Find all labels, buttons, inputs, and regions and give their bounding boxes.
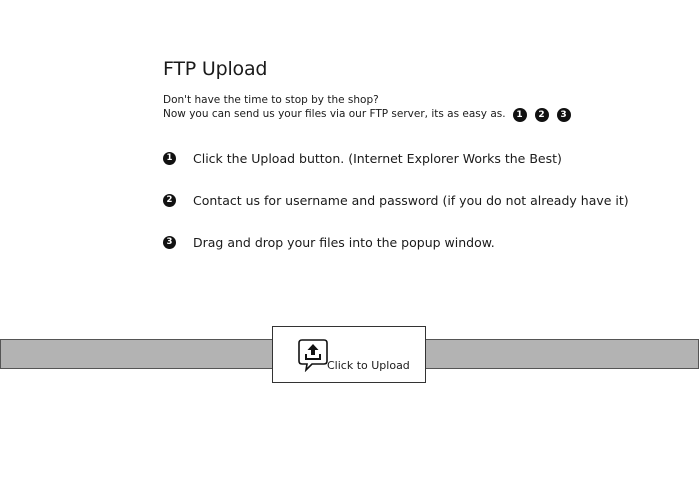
intro-step-badges xyxy=(513,108,571,122)
step-item-2 xyxy=(163,191,629,209)
step-number-1: 1 xyxy=(163,152,176,165)
step-badge-3: 3 xyxy=(557,108,571,122)
step-text-2: Contact us for username and password (if you do not already have it) xyxy=(193,192,629,208)
step-item-3 xyxy=(163,233,629,251)
intro-line-2: Now you can send us your files via our FTP server, its as easy as. xyxy=(163,108,506,120)
steps-list xyxy=(163,149,629,275)
step-badge-2: 2 xyxy=(535,108,549,122)
step-text-3: Drag and drop your files into the popup window. xyxy=(193,234,495,250)
step-number-3: 3 xyxy=(163,236,176,249)
upload-button-label: Click to Upload xyxy=(327,359,410,372)
intro-line-1: Don't have the time to stop by the shop? xyxy=(163,94,379,106)
step-text-1: Click the Upload button. (Internet Explorer Works the Best) xyxy=(193,150,562,166)
intro-line-2-row xyxy=(163,107,571,121)
step-badge-1: 1 xyxy=(513,108,527,122)
page-title: FTP Upload xyxy=(163,58,268,80)
step-item-1 xyxy=(163,149,629,167)
upload-icon xyxy=(298,338,330,372)
step-number-2: 2 xyxy=(163,194,176,207)
intro-text xyxy=(163,93,571,121)
upload-button[interactable] xyxy=(272,326,426,383)
